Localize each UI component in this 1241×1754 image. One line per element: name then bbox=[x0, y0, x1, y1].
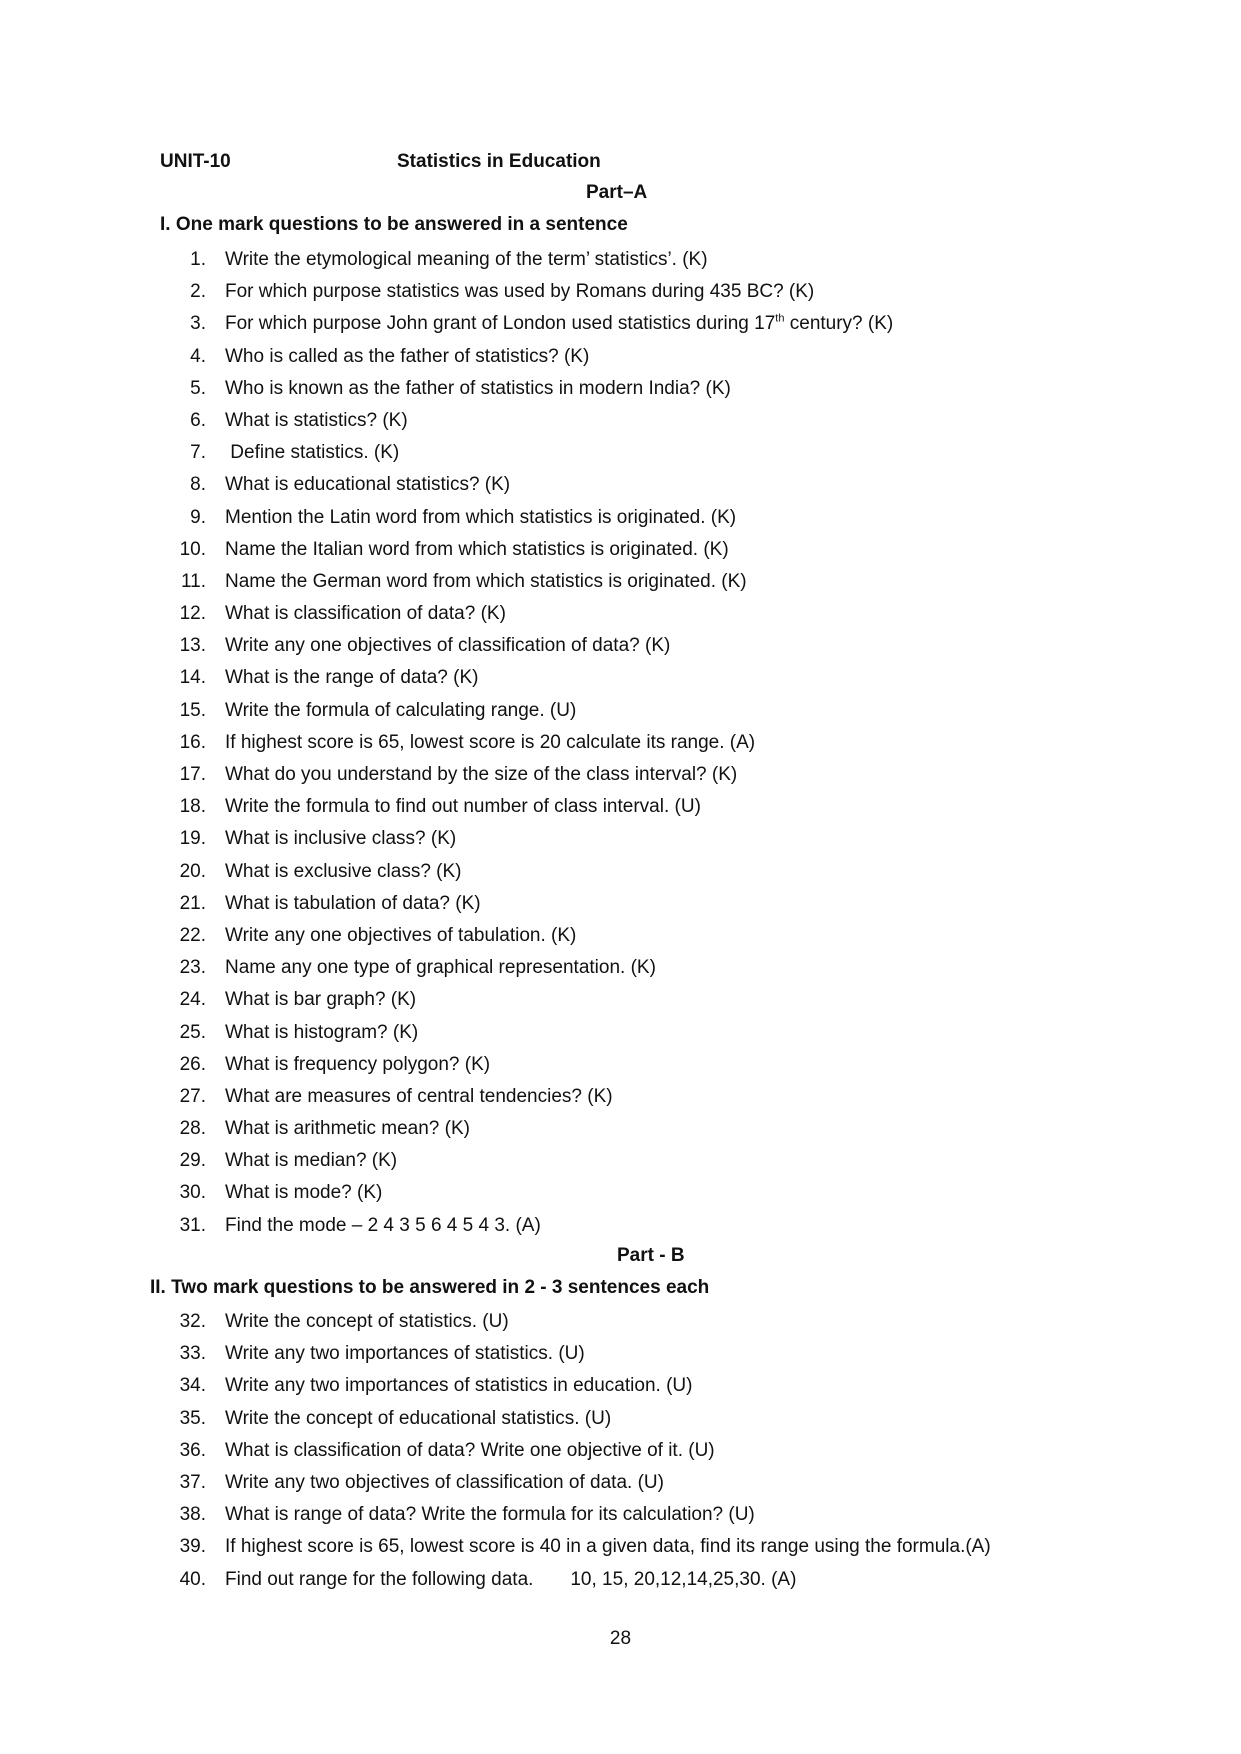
question-number: 4. bbox=[190, 345, 206, 367]
question-text: Write the formula to find out number of class interval. (U) bbox=[225, 796, 701, 818]
unit-title: Statistics in Education bbox=[397, 151, 601, 172]
question-number: 34. bbox=[179, 1375, 206, 1397]
question-text: What is bar graph? (K) bbox=[225, 989, 417, 1011]
question-item bbox=[160, 247, 1060, 279]
question-item bbox=[160, 665, 1060, 697]
question-text: Name the German word from which statistics is originated. (K) bbox=[225, 570, 747, 592]
part-a-question-list bbox=[160, 247, 1060, 1245]
question-text: Write the etymological meaning of the term’ statistics’. (K) bbox=[225, 249, 708, 270]
question-number: 40. bbox=[179, 1568, 206, 1590]
question-number: 13. bbox=[179, 635, 206, 657]
question-text-part: For which purpose John grant of London used statistics during 17 bbox=[225, 313, 776, 335]
question-item bbox=[160, 1406, 1160, 1438]
question-item bbox=[160, 1470, 1160, 1502]
question-text-part: century? (K) bbox=[784, 313, 894, 335]
question-number: 28. bbox=[179, 1118, 206, 1140]
question-number: 15. bbox=[179, 699, 206, 721]
question-text: Name any one type of graphical representation. (K) bbox=[225, 957, 656, 979]
question-text: Who is known as the father of statistics in modern India? (K) bbox=[225, 377, 731, 399]
question-item bbox=[160, 279, 1060, 311]
question-item bbox=[160, 537, 1060, 569]
question-text: What is classification of data? Write one objective of it. (U) bbox=[225, 1439, 715, 1461]
question-number: 30. bbox=[179, 1182, 206, 1204]
question-item bbox=[160, 1438, 1160, 1470]
question-number: 8. bbox=[190, 474, 206, 496]
question-text: Write any two objectives of classification of data. (U) bbox=[225, 1471, 664, 1493]
question-number: 37. bbox=[179, 1471, 206, 1493]
question-number: 7. bbox=[190, 442, 206, 464]
question-item bbox=[160, 826, 1060, 858]
question-text: Write the concept of statistics. (U) bbox=[225, 1311, 509, 1332]
question-number: 21. bbox=[179, 892, 206, 914]
question-item bbox=[160, 698, 1060, 730]
question-item bbox=[160, 762, 1060, 794]
question-text: What is educational statistics? (K) bbox=[225, 474, 511, 496]
question-text: Write any one objectives of tabulation. (K) bbox=[225, 924, 577, 946]
question-number: 5. bbox=[190, 377, 206, 399]
question-number: 26. bbox=[179, 1053, 206, 1075]
question-text: What is median? (K) bbox=[225, 1150, 398, 1172]
question-text: Name the Italian word from which statistics is originated. (K) bbox=[225, 538, 729, 560]
question-text: If highest score is 65, lowest score is 40 in a given data, find its range using the formula.(A) bbox=[225, 1536, 991, 1558]
question-number: 10. bbox=[179, 538, 206, 560]
question-item bbox=[160, 440, 1060, 472]
question-item bbox=[160, 1180, 1060, 1212]
part-a-heading: Part–A bbox=[586, 182, 648, 203]
question-number: 12. bbox=[179, 603, 206, 625]
question-item bbox=[160, 794, 1060, 826]
question-text: What is mode? (K) bbox=[225, 1182, 383, 1204]
question-text: What is exclusive class? (K) bbox=[225, 860, 462, 882]
question-number: 20. bbox=[179, 860, 206, 882]
question-item bbox=[160, 891, 1060, 923]
question-text: Define statistics. (K) bbox=[225, 442, 400, 464]
question-text: If highest score is 65, lowest score is 20 calculate its range. (A) bbox=[225, 731, 756, 753]
question-number: 22. bbox=[179, 924, 206, 946]
question-number: 38. bbox=[179, 1504, 206, 1526]
question-text: What is frequency polygon? (K) bbox=[225, 1053, 491, 1075]
question-item bbox=[160, 1373, 1160, 1405]
question-text: Write any two importances of statistics in education. (U) bbox=[225, 1375, 693, 1397]
question-text: Write the formula of calculating range. (U) bbox=[225, 699, 577, 721]
question-number: 3. bbox=[190, 313, 206, 335]
question-number: 27. bbox=[179, 1085, 206, 1107]
question-item bbox=[160, 569, 1060, 601]
question-number: 23. bbox=[179, 957, 206, 979]
question-item bbox=[160, 987, 1060, 1019]
part-b-heading: Part - B bbox=[617, 1245, 685, 1266]
question-item bbox=[160, 859, 1060, 891]
question-item bbox=[160, 311, 1060, 343]
question-number: 19. bbox=[179, 828, 206, 850]
question-item bbox=[160, 923, 1060, 955]
superscript: th bbox=[775, 313, 785, 326]
question-text: Who is called as the father of statistics? (K) bbox=[225, 345, 590, 367]
question-text: What do you understand by the size of the class interval? (K) bbox=[225, 764, 738, 785]
question-text: For which purpose statistics was used by Romans during 435 BC? (K) bbox=[225, 281, 815, 303]
question-text: Write any one objectives of classification of data? (K) bbox=[225, 635, 671, 657]
question-item bbox=[160, 955, 1060, 987]
question-text: What is statistics? (K) bbox=[225, 409, 408, 431]
question-text: What are measures of central tendencies? (K) bbox=[225, 1085, 613, 1107]
part-a-section-heading: I. One mark questions to be answered in a sentence bbox=[160, 214, 628, 235]
question-number: 11. bbox=[180, 570, 206, 592]
question-number: 35. bbox=[179, 1407, 206, 1429]
question-text: Mention the Latin word from which statistics is originated. (K) bbox=[225, 506, 737, 528]
question-item bbox=[160, 1502, 1160, 1534]
question-number: 16. bbox=[179, 731, 206, 753]
question-item bbox=[160, 1052, 1060, 1084]
question-item bbox=[160, 1116, 1060, 1148]
question-item bbox=[160, 344, 1060, 376]
question-text: What is inclusive class? (K) bbox=[225, 828, 457, 850]
question-item bbox=[160, 601, 1060, 633]
question-item bbox=[160, 1309, 1160, 1341]
question-text: What is tabulation of data? (K) bbox=[225, 892, 481, 914]
question-item bbox=[160, 1341, 1160, 1373]
question-item bbox=[160, 408, 1060, 440]
question-text: What is arithmetic mean? (K) bbox=[225, 1118, 470, 1140]
question-number: 18. bbox=[179, 796, 206, 818]
question-item bbox=[160, 1567, 1160, 1599]
question-text: What is histogram? (K) bbox=[225, 1021, 419, 1043]
question-number: 9. bbox=[190, 506, 206, 528]
question-text: What is classification of data? (K) bbox=[225, 603, 506, 625]
question-item bbox=[160, 1213, 1060, 1245]
question-text: What is the range of data? (K) bbox=[225, 667, 479, 689]
question-item bbox=[160, 633, 1060, 665]
question-item bbox=[160, 1020, 1060, 1052]
unit-label: UNIT-10 bbox=[160, 151, 231, 172]
question-text: What is range of data? Write the formula for its calculation? (U) bbox=[225, 1504, 755, 1526]
question-item bbox=[160, 376, 1060, 408]
question-number: 24. bbox=[179, 989, 206, 1011]
question-number: 6. bbox=[190, 409, 206, 431]
question-number: 32. bbox=[179, 1311, 206, 1332]
question-number: 1. bbox=[190, 249, 206, 270]
question-item bbox=[160, 505, 1060, 537]
question-number: 2. bbox=[190, 281, 206, 303]
question-number: 33. bbox=[179, 1343, 206, 1365]
question-item bbox=[160, 1084, 1060, 1116]
question-text: Write any two importances of statistics. (U) bbox=[225, 1343, 585, 1365]
question-text: Find out range for the following data. 10, 15, 20,12,14,25,30. (A) bbox=[225, 1568, 797, 1590]
part-b-question-list bbox=[160, 1309, 1160, 1599]
question-text bbox=[225, 311, 893, 337]
question-text: Find the mode – 2 4 3 5 6 4 5 4 3. (A) bbox=[225, 1214, 541, 1236]
question-number: 31. bbox=[179, 1214, 206, 1236]
question-text: Write the concept of educational statistics. (U) bbox=[225, 1407, 612, 1429]
question-number: 25. bbox=[179, 1021, 206, 1043]
page-number: 28 bbox=[609, 1628, 632, 1649]
part-b-section-heading: II. Two mark questions to be answered in 2 - 3 sentences each bbox=[150, 1277, 710, 1298]
question-item bbox=[160, 730, 1060, 762]
question-number: 29. bbox=[179, 1150, 206, 1172]
question-number: 14. bbox=[179, 667, 206, 689]
question-number: 39. bbox=[179, 1536, 206, 1558]
question-number: 17. bbox=[179, 764, 206, 785]
question-item bbox=[160, 1148, 1060, 1180]
question-number: 36. bbox=[179, 1439, 206, 1461]
question-item bbox=[160, 1534, 1160, 1566]
question-item bbox=[160, 472, 1060, 504]
